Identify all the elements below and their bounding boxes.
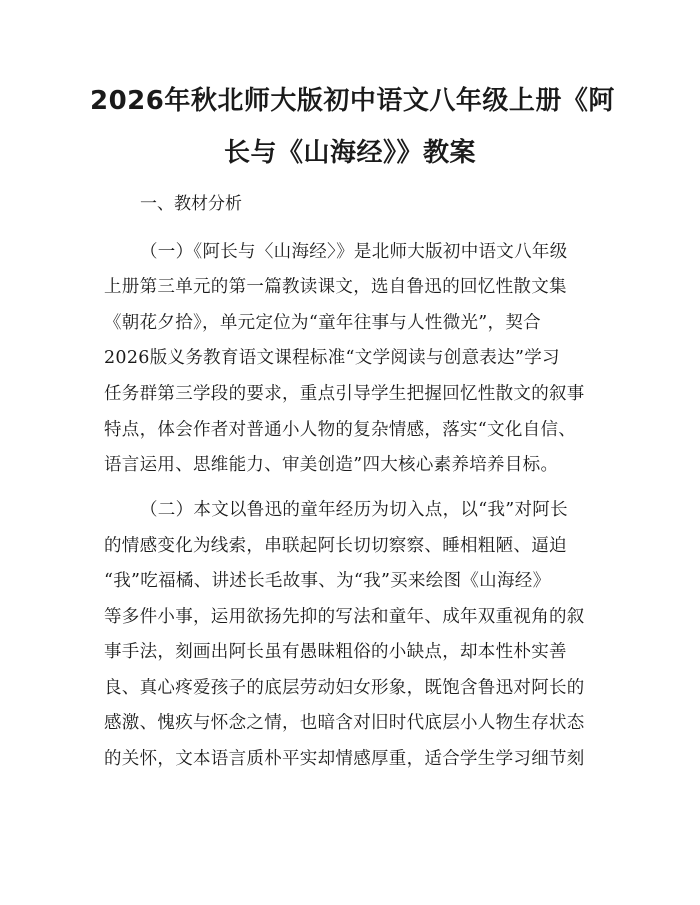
document-title-line-2: 长与《山海经》》教案 bbox=[223, 138, 476, 168]
paragraph-1-line: 上册第三单元的第一篇教读课文，选自鲁迅的回忆性散文集 bbox=[104, 277, 567, 297]
section-heading: 一、教材分析 bbox=[140, 194, 242, 214]
paragraph-1-line: 2026版义务教育语文课程标准“文学阅读与创意表达”学习 bbox=[104, 348, 560, 368]
paragraph-2-line: 的关怀，文本语言质朴平实却情感厚重，适合学生学习细节刻 bbox=[104, 749, 585, 769]
paragraph-2-line: 良、真心疼爱孩子的底层劳动妇女形象，既饱含鲁迅对阿长的 bbox=[104, 678, 585, 698]
paragraph-2-line: 感激、愧疚与怀念之情，也暗含对旧时代底层小人物生存状态 bbox=[104, 713, 585, 733]
paragraph-1-line: 《朝花夕拾》，单元定位为“童年往事与人性微光”，契合 bbox=[104, 313, 541, 333]
paragraph-2-line: “我”吃福橘、讲述长毛故事、为“我”买来绘图《山海经》 bbox=[104, 571, 551, 591]
paragraph-1-line: 任务群第三学段的要求，重点引导学生把握回忆性散文的叙事 bbox=[104, 384, 585, 404]
paragraph-1-line: （一）《阿长与〈山海经〉》是北师大版初中语文八年级 bbox=[140, 242, 568, 262]
document-title-line-1: 2026年秋北师大版初中语文八年级上册《阿 bbox=[90, 86, 615, 116]
paragraph-2-line: （二）本文以鲁迅的童年经历为切入点，以“我”对阿长 bbox=[140, 500, 568, 520]
paragraph-1-line: 特点，体会作者对普通小人物的复杂情感，落实“文化自信、 bbox=[104, 420, 577, 440]
paragraph-2-line: 的情感变化为线索，串联起阿长切切察察、睡相粗陋、逼迫 bbox=[104, 536, 567, 556]
paragraph-2-line: 等多件小事，运用欲扬先抑的写法和童年、成年双重视角的叙 bbox=[104, 607, 585, 627]
paragraph-1-line: 语言运用、思维能力、审美创造”四大核心素养培养目标。 bbox=[104, 455, 559, 475]
paragraph-2-line: 事手法，刻画出阿长虽有愚昧粗俗的小缺点，却本性朴实善 bbox=[104, 642, 567, 662]
